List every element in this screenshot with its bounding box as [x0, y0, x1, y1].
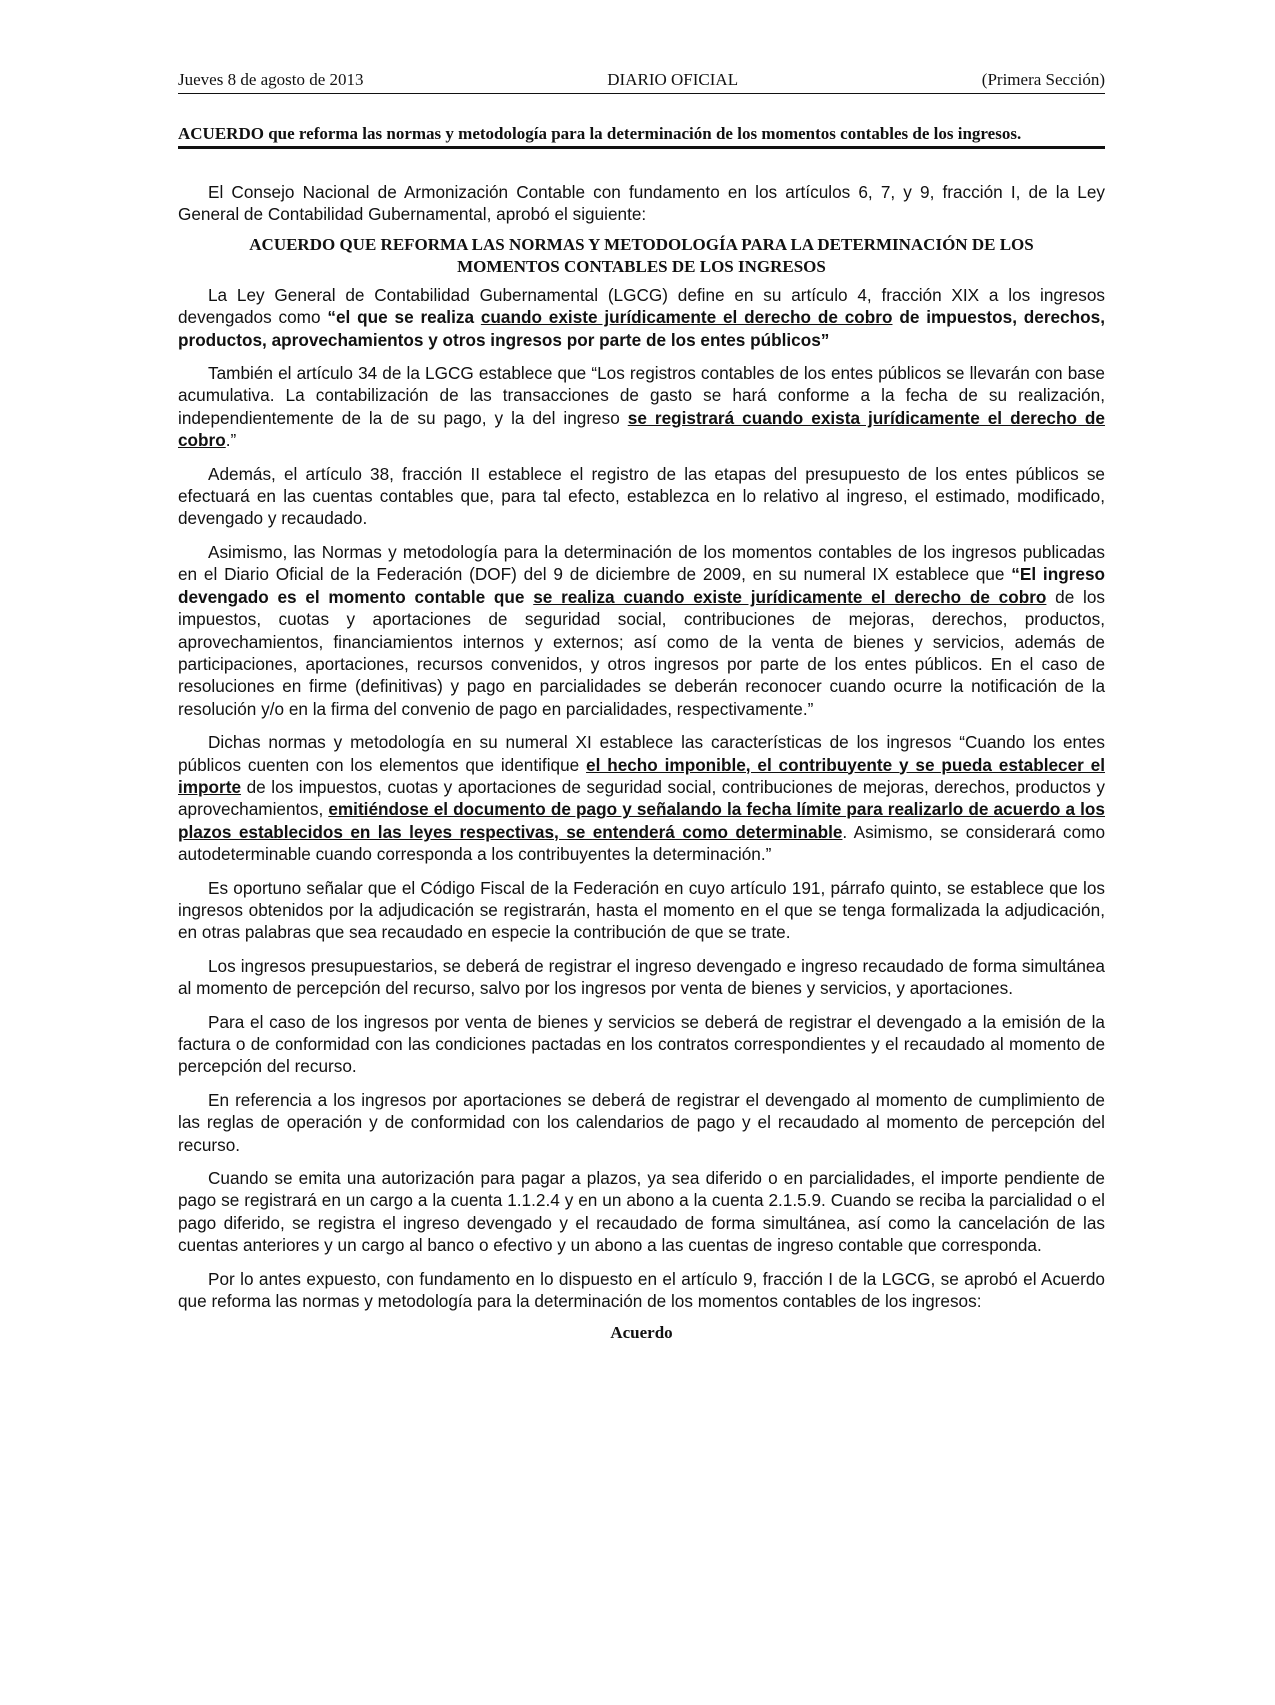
- p2-text-end: .”: [225, 430, 237, 451]
- header-section: (Primera Sección): [981, 70, 1105, 89]
- document-page: [178, 70, 1105, 1343]
- paragraph-8: Para el caso de los ingresos por venta de bienes y servicios se deberá de registrar el devengado a la emisión de la factura o de conformidad con las condiciones pactadas en los contratos correspondientes y el recaudado al momento de percepción del recurso.: [178, 1011, 1105, 1077]
- p5-underlined-2: emitiéndose el documento de pago y señalando la fecha límite para realizarlo de acuerdo a los plazos establecidos en las leyes respectivas, se entenderá como determinable: [178, 799, 1105, 842]
- header-date: Jueves 8 de agosto de 2013: [178, 70, 364, 89]
- p5-text: Dichas normas y metodología en su numeral XI establece las características de los ingresos “Cuando los entes públicos cuenten con los elementos que identifique: [178, 732, 1105, 775]
- p4-text: Asimismo, las Normas y metodología para la determinación de los momentos contables de los ingresos publicadas en el Diario Oficial de la Federación (DOF) del 9 de diciembre de 2009, en su numeral IX establece que: [178, 541, 1105, 585]
- p1-text: La Ley General de Contabilidad Gubernamental (LGCG) define en su artículo 4, fracción XIX a los ingresos devengados como: [178, 284, 1105, 328]
- paragraph-1: [178, 284, 1105, 351]
- paragraph-11: Por lo antes expuesto, con fundamento en lo dispuesto en el artículo 9, fracción I de la LGCG, se aprobó el Acuerdo que reforma las normas y metodología para la determinación de los momentos contables de los ingresos:: [178, 1268, 1105, 1312]
- document-title: [178, 124, 1105, 149]
- p1-quote-end: de impuestos, derechos, productos, aprovechamientos y otros ingresos por parte de los entes públicos”: [178, 307, 1106, 350]
- paragraph-10: Cuando se emita una autorización para pagar a plazos, ya sea diferido o en parcialidades, el importe pendiente de pago se registrará en un cargo a la cuenta 1.1.2.4 y en un abono a la cuenta 2.1.5.9. Cuando se reciba la parcialidad o el pago diferido, se registra el ingreso devengado y el recaudado de forma simultánea, así como la cancelación de las cuentas anteriores y un cargo al banco o efectivo y un abono a las cuentas de ingreso contable que corresponda.: [178, 1168, 1105, 1256]
- closing-heading: Acuerdo: [610, 1323, 673, 1343]
- p1-underlined: cuando existe jurídicamente el derecho de cobro: [480, 307, 893, 328]
- paragraph-3: Además, el artículo 38, fracción II establece el registro de las etapas del presupuesto de los entes públicos se efectuará en las cuentas contables que, para tal efecto, establezca en lo relativo al ingreso, el estimado, modificado, devengado y recaudado.: [178, 463, 1105, 529]
- p5-text-mid: de los impuestos, cuotas y aportaciones de seguridad social, contribuciones de mejoras, derechos, productos y aprovechamientos,: [178, 776, 1105, 820]
- title-bold-word: ACUERDO: [178, 124, 264, 143]
- p4-text-end: de los impuestos, cuotas y aportaciones de seguridad social, contribuciones de mejoras, derechos, productos, aprovechamientos, financiamientos internos y externos; así como de la venta de bienes y servicios, además de participaciones, aportaciones, recursos convenidos, y otros ingresos por parte de los entes públicos. En el caso de resoluciones en firme (definitivas) y pago en parcialidades se deberán reconocer cuando ocurre la notificación de la resolución y/o en la firma del convenio de pago en parcialidades, respectivamente.”: [178, 586, 1106, 719]
- section-heading: ACUERDO QUE REFORMA LAS NORMAS Y METODOLOGÍA PARA LA DETERMINACIÓN DE LOS MOMENTOS CONTABLES DE LOS INGRESOS: [249, 234, 1034, 276]
- p2-text: También el artículo 34 de la LGCG establece que “Los registros contables de los entes públicos se llevarán con base acumulativa. La contabilización de las transacciones de gasto se hará conforme a la fecha de su realización, independientemente de la de su pago, y la del ingreso: [178, 363, 1105, 428]
- p1-quote: “el que se realiza: [327, 307, 481, 328]
- p4-quote: “El ingreso devengado es el momento contable que: [178, 564, 1105, 607]
- paragraph-5: [178, 731, 1105, 865]
- header-publication: DIARIO OFICIAL: [607, 70, 739, 89]
- paragraph-6: Es oportuno señalar que el Código Fiscal de la Federación en cuyo artículo 191, párrafo quinto, se establece que los ingresos obtenidos por la adjudicación se registrarán, hasta el momento en el que se tenga formalizada la adjudicación, en otras palabras que sea recaudado en especie la contribución de que se trate.: [178, 877, 1105, 943]
- title-rest: que reforma las normas y metodología para la determinación de los momentos contables de los ingresos.: [263, 124, 1022, 143]
- p5-text-end: . Asimismo, se considerará como autodeterminable cuando corresponda a los contribuyentes la determinación.”: [178, 821, 1105, 865]
- intro-paragraph: El Consejo Nacional de Armonización Contable con fundamento en los artículos 6, 7, y 9, fracción I, de la Ley General de Contabilidad Gubernamental, aprobó el siguiente:: [178, 182, 1105, 225]
- page-header: [178, 70, 1105, 94]
- paragraph-7: Los ingresos presupuestarios, se deberá de registrar el ingreso devengado e ingreso recaudado de forma simultánea al momento de percepción del recurso, salvo por los ingresos por venta de bienes y servicios, y aportaciones.: [178, 955, 1105, 999]
- p4-underlined: se realiza cuando existe jurídicamente el derecho de cobro: [533, 586, 1047, 607]
- p2-underlined: se registrará cuando exista jurídicamente el derecho de cobro: [178, 407, 1105, 451]
- paragraph-2: [178, 362, 1105, 452]
- paragraph-9: En referencia a los ingresos por aportaciones se deberá de registrar el devengado al momento de cumplimiento de las reglas de operación y de conformidad con los calendarios de pago y el recaudado al momento de percepción del recurso.: [178, 1089, 1105, 1155]
- p5-underlined-1: el hecho imponible, el contribuyente y se pueda establecer el importe: [178, 754, 1105, 797]
- paragraph-4: [178, 541, 1105, 720]
